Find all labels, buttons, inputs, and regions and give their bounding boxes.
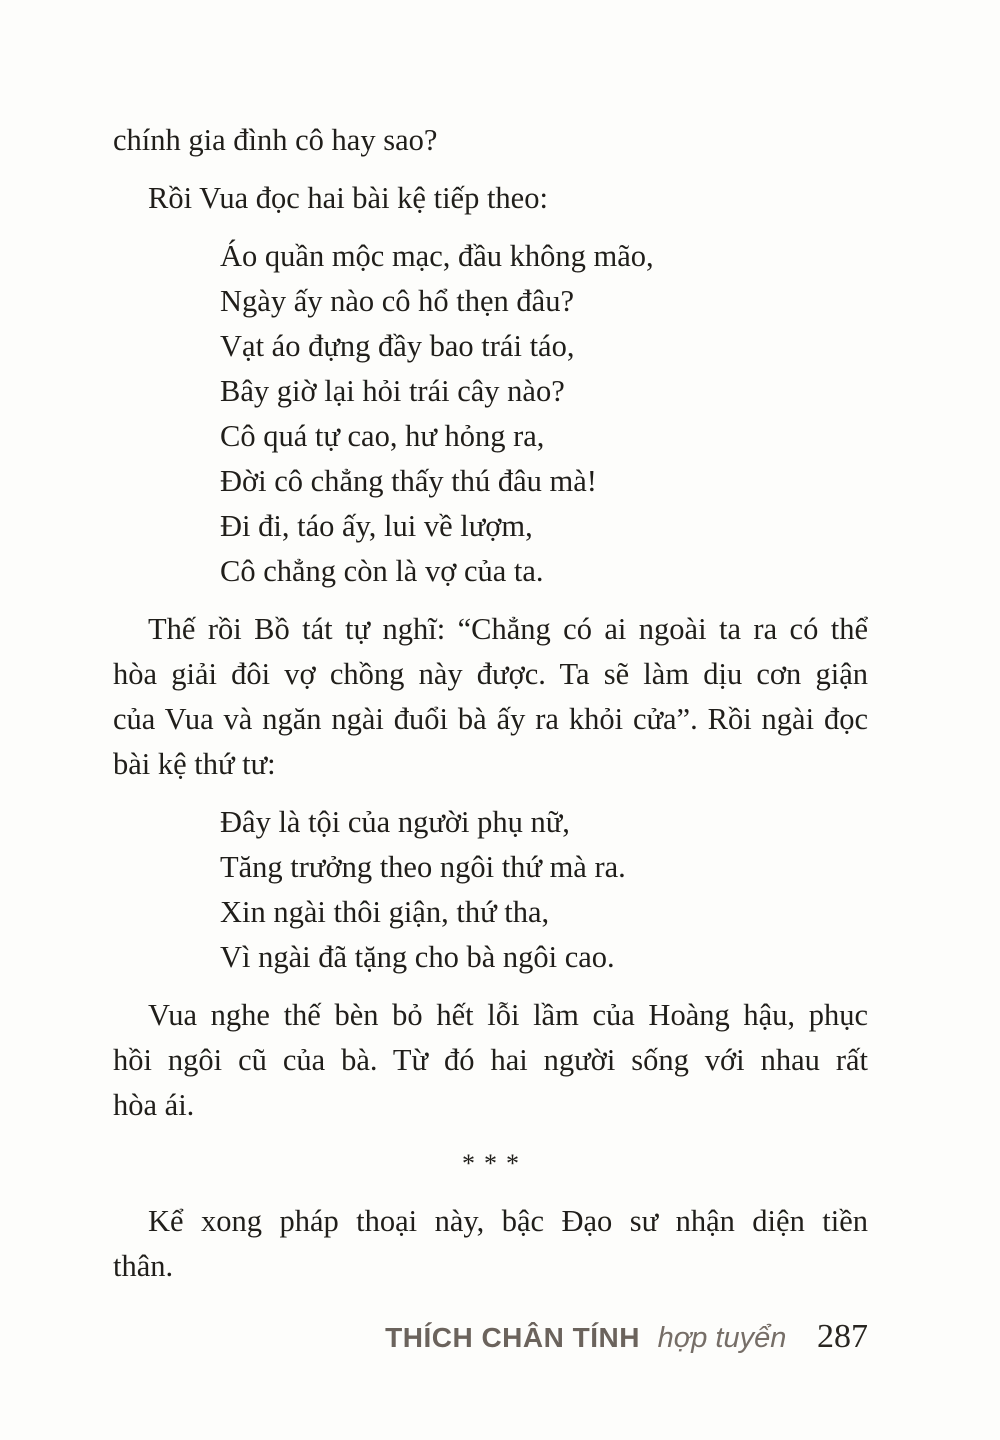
text-line: hòa giải đôi vợ chồng này được. Ta sẽ làm dịu cơn giận — [113, 657, 868, 691]
separator-stars: *** — [462, 1149, 528, 1178]
text-line: hồi ngôi cũ của bà. Từ đó hai người sống với nhau rất — [113, 1043, 868, 1077]
page-footer — [113, 1314, 868, 1361]
paragraph — [113, 176, 868, 221]
text-line: Thế rồi Bồ tát tự nghĩ: “Chẳng có ai ngoài ta ra có thể — [148, 612, 868, 646]
paragraph — [113, 993, 868, 1128]
paragraph — [113, 607, 868, 787]
verse-line: Vạt áo đựng đầy bao trái táo, — [220, 329, 575, 363]
text-line: chính gia đình cô hay sao? — [113, 123, 438, 157]
page-content — [113, 118, 868, 1289]
verse-line: Ngày ấy nào cô hổ thẹn đâu? — [220, 284, 575, 318]
text-line: Vua nghe thế bèn bỏ hết lỗi lầm của Hoàng hậu, phục — [148, 998, 868, 1032]
verse-line: Đi đi, táo ấy, lui về lượm, — [220, 509, 533, 543]
paragraph — [113, 1199, 868, 1289]
verse-line: Đây là tội của người phụ nữ, — [220, 805, 570, 839]
verse-stanza — [113, 800, 868, 980]
verse-line: Bây giờ lại hỏi trái cây nào? — [220, 374, 565, 408]
paragraph — [113, 118, 868, 163]
verse-stanza — [113, 234, 868, 594]
verse-line: Cô quá tự cao, hư hỏng ra, — [220, 419, 545, 453]
text-line: Rồi Vua đọc hai bài kệ tiếp theo: — [148, 181, 548, 215]
text-line: hòa ái. — [113, 1088, 195, 1122]
page-number: 287 — [817, 1318, 868, 1355]
text-line: thân. — [113, 1249, 174, 1283]
section-separator — [113, 1141, 868, 1186]
footer-series-title: hợp tuyển — [657, 1322, 787, 1354]
verse-line: Tăng trưởng theo ngôi thứ mà ra. — [220, 850, 626, 884]
text-line: Kể xong pháp thoại này, bậc Đạo sư nhận diện tiền — [148, 1204, 868, 1238]
verse-line: Xin ngài thôi giận, thứ tha, — [220, 895, 550, 929]
text-line: bài kệ thứ tư: — [113, 747, 276, 781]
footer-author: THÍCH CHÂN TÍNH — [385, 1322, 640, 1353]
verse-line: Đời cô chẳng thấy thú đâu mà! — [220, 464, 597, 498]
verse-line: Cô chẳng còn là vợ của ta. — [220, 554, 544, 588]
verse-line: Vì ngài đã tặng cho bà ngôi cao. — [220, 940, 615, 974]
text-line: của Vua và ngăn ngài đuổi bà ấy ra khỏi cửa”. Rồi ngài đọc — [113, 702, 868, 736]
verse-line: Áo quần mộc mạc, đầu không mão, — [220, 239, 654, 273]
